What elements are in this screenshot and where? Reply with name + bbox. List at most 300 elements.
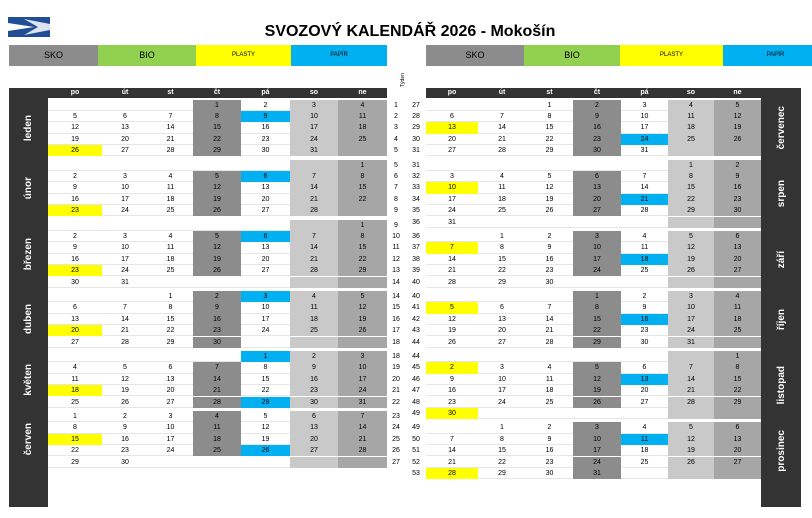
- day-cell: 10: [478, 374, 526, 385]
- month-label: červen: [23, 423, 34, 456]
- day-cell: 30: [48, 277, 102, 288]
- day-cell: 20: [290, 434, 338, 445]
- day-cell: 27: [102, 145, 148, 156]
- empty-cell: [148, 100, 193, 111]
- day-cell: 13: [241, 242, 290, 253]
- day-cell: 10: [290, 111, 338, 122]
- day-cell: 9: [714, 171, 761, 182]
- day-cell: 16: [193, 314, 241, 325]
- day-cell: 28: [621, 205, 668, 216]
- day-cell: 2: [241, 100, 290, 111]
- day-cell: 30: [714, 205, 761, 216]
- week-number: 8: [394, 195, 398, 203]
- week-number: 36: [412, 218, 420, 226]
- day-cell: 7: [102, 302, 148, 313]
- week-number: 50: [412, 435, 420, 443]
- day-cell: 28: [478, 145, 526, 156]
- day-cell: 6: [621, 362, 668, 373]
- day-cell: 11: [668, 111, 714, 122]
- day-cell: 29: [241, 397, 290, 408]
- day-cell: 10: [573, 242, 621, 253]
- month-label: březen: [23, 237, 34, 270]
- day-cell: 5: [48, 111, 102, 122]
- day-cell: 29: [714, 397, 761, 408]
- empty-cell: [241, 220, 290, 231]
- legend-left: [9, 45, 387, 66]
- day-header-0: po: [447, 89, 457, 96]
- day-cell: 18: [48, 385, 102, 396]
- day-cell: 23: [714, 194, 761, 205]
- day-cell: 4: [193, 411, 241, 422]
- day-cell: 1: [478, 231, 526, 242]
- day-cell: 16: [48, 254, 102, 265]
- day-cell: 1: [573, 291, 621, 302]
- empty-cell: [714, 337, 761, 348]
- day-cell: 11: [526, 374, 573, 385]
- day-cell: 18: [621, 445, 668, 456]
- legend-sko: SKO: [9, 45, 98, 66]
- day-cell: 22: [668, 194, 714, 205]
- day-cell: 14: [426, 254, 478, 265]
- week-number: 31: [412, 147, 420, 155]
- month-label: listopad: [775, 365, 787, 405]
- day-cell: 17: [573, 445, 621, 456]
- empty-cell: [714, 217, 761, 228]
- empty-cell: [241, 337, 290, 348]
- day-cell: 2: [426, 362, 478, 373]
- day-cell: 21: [668, 385, 714, 396]
- day-cell: 20: [48, 325, 102, 336]
- day-cell: 11: [148, 242, 193, 253]
- day-header-4: pá: [261, 89, 270, 96]
- week-number: 51: [412, 447, 420, 455]
- empty-cell: [426, 160, 478, 171]
- day-cell: 26: [668, 265, 714, 276]
- day-cell: 26: [102, 397, 148, 408]
- day-cell: 30: [102, 457, 148, 468]
- day-cell: 6: [148, 362, 193, 373]
- day-cell: 16: [526, 254, 573, 265]
- day-cell: 1: [338, 160, 387, 171]
- week-number: 39: [412, 267, 420, 275]
- day-cell: 3: [621, 100, 668, 111]
- day-cell: 27: [241, 205, 290, 216]
- empty-cell: [668, 408, 714, 419]
- day-cell: 10: [668, 302, 714, 313]
- day-cell: 27: [573, 205, 621, 216]
- empty-cell: [426, 351, 478, 362]
- day-cell: 5: [102, 362, 148, 373]
- week-number: 12: [392, 255, 400, 263]
- day-cell: 21: [338, 434, 387, 445]
- week-number: 33: [412, 184, 420, 192]
- day-cell: 20: [621, 385, 668, 396]
- week-number: 4: [394, 135, 398, 143]
- day-cell: 29: [338, 265, 387, 276]
- day-cell: 30: [290, 397, 338, 408]
- day-header-6: ne: [358, 89, 367, 96]
- empty-cell: [193, 220, 241, 231]
- day-cell: 25: [148, 265, 193, 276]
- week-number: 5: [394, 161, 398, 169]
- day-cell: 18: [478, 194, 526, 205]
- empty-cell: [478, 160, 526, 171]
- empty-cell: [478, 408, 526, 419]
- day-cell: 1: [668, 160, 714, 171]
- day-cell: 11: [478, 182, 526, 193]
- empty-cell: [148, 277, 193, 288]
- day-cell: 26: [668, 457, 714, 468]
- day-cell: 27: [426, 145, 478, 156]
- day-cell: 24: [290, 134, 338, 145]
- day-cell: 14: [426, 445, 478, 456]
- day-cell: 25: [148, 205, 193, 216]
- day-cell: 20: [241, 254, 290, 265]
- day-cell: 30: [241, 145, 290, 156]
- day-cell: 26: [48, 145, 102, 156]
- week-number: 53: [412, 469, 420, 477]
- day-cell: 24: [668, 325, 714, 336]
- empty-cell: [621, 408, 668, 419]
- day-cell: 5: [193, 171, 241, 182]
- week-number: 19: [392, 364, 400, 372]
- day-cell: 10: [621, 111, 668, 122]
- day-cell: 20: [714, 254, 761, 265]
- day-cell: 2: [48, 231, 102, 242]
- day-cell: 10: [102, 242, 148, 253]
- day-header-4: pá: [640, 89, 649, 96]
- week-number: 10: [392, 232, 400, 240]
- month-labels-right: [761, 88, 801, 507]
- day-cell: 19: [193, 254, 241, 265]
- empty-cell: [573, 160, 621, 171]
- day-cell: 6: [478, 302, 526, 313]
- day-cell: 28: [290, 205, 338, 216]
- day-cell: 2: [526, 231, 573, 242]
- day-cell: 5: [338, 291, 387, 302]
- day-cell: 6: [241, 231, 290, 242]
- day-cell: 7: [193, 362, 241, 373]
- day-cell: 25: [338, 134, 387, 145]
- empty-cell: [426, 100, 478, 111]
- day-cell: 5: [426, 302, 478, 313]
- day-cell: 9: [193, 302, 241, 313]
- day-cell: 7: [526, 302, 573, 313]
- empty-cell: [48, 160, 102, 171]
- day-cell: 27: [148, 397, 193, 408]
- empty-cell: [573, 217, 621, 228]
- empty-cell: [714, 277, 761, 288]
- day-cell: 27: [621, 397, 668, 408]
- day-cell: 8: [668, 171, 714, 182]
- day-cell: 15: [714, 374, 761, 385]
- day-cell: 12: [102, 374, 148, 385]
- day-cell: 17: [102, 254, 148, 265]
- day-cell: 26: [338, 325, 387, 336]
- empty-cell: [338, 457, 387, 468]
- day-cell: 24: [573, 265, 621, 276]
- day-cell: 15: [48, 434, 102, 445]
- day-cell: 3: [478, 362, 526, 373]
- day-cell: 26: [193, 205, 241, 216]
- day-cell: 11: [338, 111, 387, 122]
- day-cell: 24: [102, 205, 148, 216]
- day-cell: 12: [573, 374, 621, 385]
- day-cell: 1: [241, 351, 290, 362]
- week-number: 1: [394, 101, 398, 109]
- week-number: 27: [412, 101, 420, 109]
- empty-cell: [478, 100, 526, 111]
- empty-cell: [338, 337, 387, 348]
- week-number: 40: [412, 292, 420, 300]
- day-header-6: ne: [733, 89, 742, 96]
- day-cell: 27: [478, 337, 526, 348]
- day-cell: 2: [48, 171, 102, 182]
- day-header-3: čt: [593, 89, 601, 96]
- day-cell: 11: [48, 374, 102, 385]
- day-cell: 28: [526, 337, 573, 348]
- day-cell: 11: [714, 302, 761, 313]
- day-cell: 11: [621, 434, 668, 445]
- day-cell: 5: [241, 411, 290, 422]
- day-cell: 2: [714, 160, 761, 171]
- week-number: 26: [392, 447, 400, 455]
- day-cell: 28: [148, 145, 193, 156]
- day-header-0: po: [70, 89, 80, 96]
- day-cell: 12: [668, 242, 714, 253]
- day-cell: 13: [48, 314, 102, 325]
- day-cell: 15: [193, 122, 241, 133]
- day-header-right: [426, 88, 761, 98]
- day-cell: 14: [102, 314, 148, 325]
- empty-cell: [338, 277, 387, 288]
- empty-cell: [621, 351, 668, 362]
- week-number: 37: [412, 244, 420, 252]
- day-cell: 13: [621, 374, 668, 385]
- empty-cell: [48, 100, 102, 111]
- empty-cell: [621, 217, 668, 228]
- week-number: 22: [392, 398, 400, 406]
- day-cell: 15: [338, 182, 387, 193]
- day-cell: 23: [573, 134, 621, 145]
- week-number: 18: [392, 338, 400, 346]
- day-cell: 28: [426, 468, 478, 479]
- week-number: 7: [394, 184, 398, 192]
- week-number: 45: [412, 364, 420, 372]
- week-number: 27: [392, 458, 400, 466]
- day-cell: 27: [714, 265, 761, 276]
- day-cell: 13: [426, 122, 478, 133]
- day-cell: 3: [573, 231, 621, 242]
- day-cell: 8: [148, 302, 193, 313]
- municipality-logo: [8, 17, 50, 37]
- week-number: 21: [392, 387, 400, 395]
- week-number: 48: [412, 398, 420, 406]
- day-cell: 5: [573, 362, 621, 373]
- day-cell: 21: [526, 325, 573, 336]
- day-cell: 17: [478, 385, 526, 396]
- week-number: 17: [392, 327, 400, 335]
- day-header-left: [48, 88, 387, 98]
- day-cell: 26: [714, 134, 761, 145]
- legend-bio: BIO: [524, 45, 620, 66]
- empty-cell: [193, 160, 241, 171]
- day-cell: 12: [193, 242, 241, 253]
- month-label: leden: [23, 114, 34, 142]
- empty-cell: [426, 231, 478, 242]
- day-cell: 24: [338, 385, 387, 396]
- day-cell: 7: [426, 434, 478, 445]
- day-cell: 7: [338, 411, 387, 422]
- week-number: 11: [392, 244, 400, 252]
- day-cell: 30: [526, 277, 573, 288]
- week-number: 46: [412, 375, 420, 383]
- empty-cell: [668, 468, 714, 479]
- week-column-header: Týden: [400, 73, 406, 87]
- day-cell: 30: [193, 337, 241, 348]
- empty-cell: [573, 408, 621, 419]
- day-cell: 17: [426, 194, 478, 205]
- day-cell: 9: [290, 362, 338, 373]
- week-number: 40: [412, 278, 420, 286]
- legend-bio: BIO: [98, 45, 196, 66]
- day-cell: 14: [668, 374, 714, 385]
- day-cell: 10: [148, 422, 193, 433]
- day-header-5: so: [309, 89, 319, 96]
- day-cell: 25: [714, 325, 761, 336]
- day-cell: 4: [148, 231, 193, 242]
- day-cell: 29: [193, 145, 241, 156]
- day-cell: 9: [526, 242, 573, 253]
- day-cell: 9: [426, 374, 478, 385]
- day-cell: 24: [573, 457, 621, 468]
- day-cell: 31: [290, 145, 338, 156]
- day-cell: 9: [621, 302, 668, 313]
- day-cell: 16: [290, 374, 338, 385]
- week-number: 6: [394, 172, 398, 180]
- day-cell: 8: [338, 171, 387, 182]
- empty-cell: [526, 291, 573, 302]
- empty-cell: [478, 291, 526, 302]
- day-cell: 6: [102, 111, 148, 122]
- empty-cell: [102, 160, 148, 171]
- week-number: 34: [412, 195, 420, 203]
- day-cell: 24: [102, 265, 148, 276]
- day-cell: 4: [148, 171, 193, 182]
- day-cell: 1: [48, 411, 102, 422]
- day-cell: 14: [338, 422, 387, 433]
- day-cell: 23: [48, 265, 102, 276]
- day-cell: 29: [478, 277, 526, 288]
- day-cell: 20: [478, 325, 526, 336]
- day-cell: 26: [426, 337, 478, 348]
- day-cell: 2: [573, 100, 621, 111]
- day-cell: 12: [48, 122, 102, 133]
- week-number: 16: [392, 315, 400, 323]
- day-cell: 1: [714, 351, 761, 362]
- legend-plasty: PLASTY: [196, 45, 291, 66]
- day-cell: 22: [241, 385, 290, 396]
- day-cell: 13: [241, 182, 290, 193]
- day-cell: 19: [426, 325, 478, 336]
- day-cell: 16: [573, 122, 621, 133]
- day-cell: 19: [573, 385, 621, 396]
- day-cell: 11: [621, 242, 668, 253]
- empty-cell: [102, 100, 148, 111]
- week-number: 9: [394, 207, 398, 215]
- day-cell: 18: [668, 122, 714, 133]
- page-title: SVOZOVÝ KALENDÁŘ 2026 - Mokošín: [264, 23, 556, 40]
- day-cell: 22: [338, 194, 387, 205]
- day-cell: 31: [621, 145, 668, 156]
- empty-cell: [478, 217, 526, 228]
- week-number: 31: [412, 161, 420, 169]
- day-header-2: st: [546, 89, 553, 96]
- day-cell: 3: [148, 411, 193, 422]
- month-label: říjen: [775, 308, 787, 330]
- day-cell: 14: [621, 182, 668, 193]
- day-cell: 7: [290, 171, 338, 182]
- day-cell: 11: [148, 182, 193, 193]
- day-cell: 14: [193, 374, 241, 385]
- week-number: 14: [392, 278, 400, 286]
- day-cell: 5: [668, 422, 714, 433]
- day-cell: 9: [573, 111, 621, 122]
- week-number: 9: [394, 221, 398, 229]
- day-cell: 21: [193, 385, 241, 396]
- empty-cell: [48, 220, 102, 231]
- day-cell: 17: [148, 434, 193, 445]
- empty-cell: [290, 220, 338, 231]
- empty-cell: [290, 337, 338, 348]
- day-cell: 21: [426, 457, 478, 468]
- week-number: 49: [412, 424, 420, 432]
- week-number: 14: [392, 292, 400, 300]
- empty-cell: [290, 457, 338, 468]
- day-cell: 24: [148, 445, 193, 456]
- day-cell: 11: [193, 422, 241, 433]
- day-cell: 22: [478, 265, 526, 276]
- day-cell: 2: [102, 411, 148, 422]
- empty-cell: [478, 351, 526, 362]
- day-cell: 1: [338, 220, 387, 231]
- week-number: 18: [392, 352, 400, 360]
- day-cell: 7: [290, 231, 338, 242]
- empty-cell: [526, 351, 573, 362]
- empty-cell: [338, 145, 387, 156]
- day-cell: 8: [193, 111, 241, 122]
- month-label: duben: [23, 304, 34, 335]
- day-cell: 22: [148, 325, 193, 336]
- week-number: 20: [392, 375, 400, 383]
- day-cell: 6: [426, 111, 478, 122]
- day-cell: 2: [290, 351, 338, 362]
- day-cell: 29: [668, 205, 714, 216]
- day-cell: 29: [478, 468, 526, 479]
- day-cell: 14: [478, 122, 526, 133]
- empty-cell: [573, 277, 621, 288]
- legend-right: [426, 45, 812, 66]
- day-cell: 2: [193, 291, 241, 302]
- empty-cell: [714, 145, 761, 156]
- day-cell: 22: [338, 254, 387, 265]
- day-cell: 4: [478, 171, 526, 182]
- day-cell: 3: [668, 291, 714, 302]
- day-cell: 2: [621, 291, 668, 302]
- day-cell: 28: [193, 397, 241, 408]
- day-cell: 6: [290, 411, 338, 422]
- day-cell: 15: [573, 314, 621, 325]
